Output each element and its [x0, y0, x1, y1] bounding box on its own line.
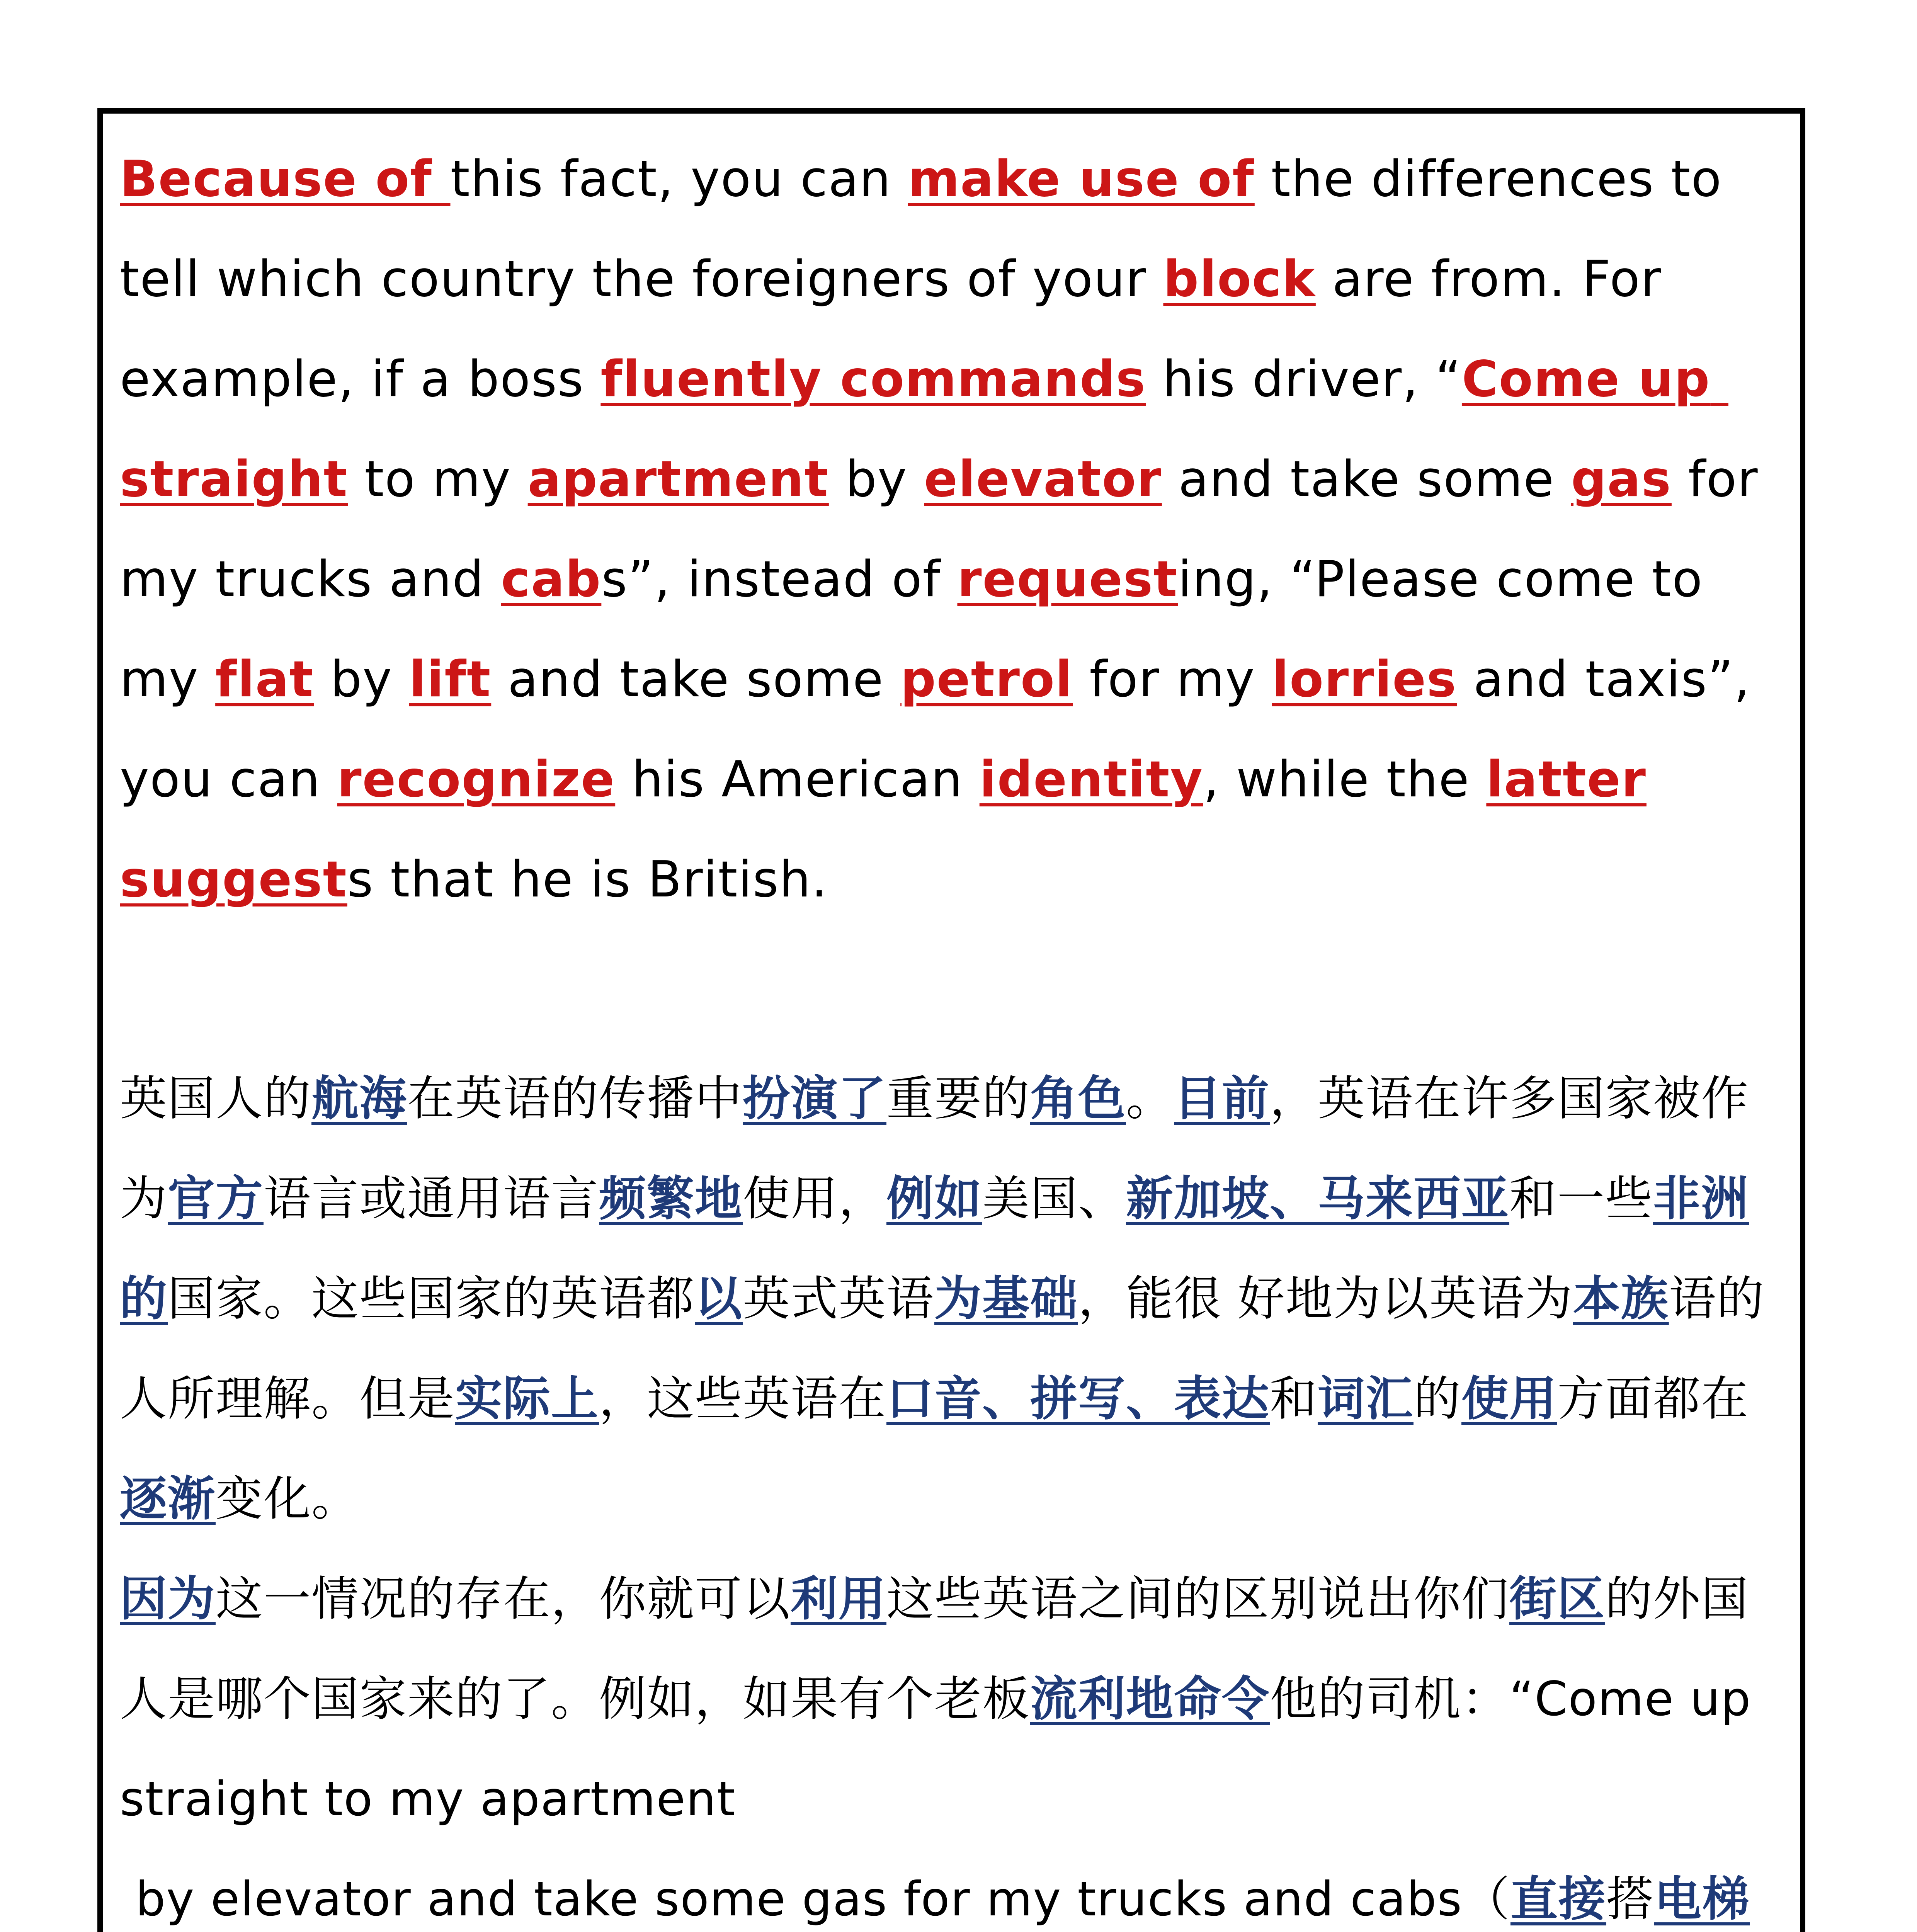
vocab-highlight: cab: [501, 551, 602, 608]
text-segment: [1647, 751, 1663, 808]
text-segment: ，英语在许多国家被作为: [120, 1071, 1749, 1226]
translation-highlight: 电梯: [1654, 1872, 1750, 1927]
text-segment: s that he is British.: [347, 851, 828, 908]
text-segment: 语的人所理解。但是: [120, 1271, 1765, 1426]
translation-highlight: 频繁地: [599, 1171, 743, 1226]
text-segment: 这些英语之间的区别说出你们: [886, 1571, 1509, 1626]
vocab-highlight: flat: [215, 651, 314, 708]
text-segment: 在英语的传播中: [407, 1071, 743, 1126]
text-segment: are from. For example, if a boss: [120, 250, 1679, 408]
translation-highlight: 词汇: [1318, 1371, 1414, 1426]
text-segment: 方面都在: [1557, 1371, 1749, 1426]
text-segment: 国家。这些国家的英语都: [168, 1271, 695, 1326]
vocab-highlight: apartment: [527, 451, 829, 508]
text-segment: and take some: [491, 651, 901, 708]
vocab-highlight: elevator: [924, 451, 1162, 508]
translation-highlight: 为基础: [934, 1271, 1078, 1326]
vocab-highlight: make use of: [908, 150, 1255, 208]
english-paragraph: [120, 129, 1783, 930]
page-frame: [97, 108, 1805, 1932]
text-segment: and taxis”, you can: [120, 651, 1767, 808]
vocab-highlight: lorries: [1272, 651, 1457, 708]
text-segment: ing, “Please come to my: [120, 551, 1720, 708]
translation-highlight: 目前: [1174, 1071, 1270, 1126]
text-segment: the differences to tell which country the foreigners of your: [120, 150, 1739, 308]
vocab-highlight: block: [1163, 250, 1316, 308]
text-segment: to my: [348, 451, 528, 508]
text-segment: 使用，: [743, 1171, 886, 1226]
translation-highlight: 逐渐: [120, 1471, 216, 1526]
text-segment: 他的司机：“Come up straight to my apartment by elevator and take some gas for my trucks and cabs（: [120, 1672, 1752, 1927]
vocab-highlight: Come up straight: [120, 350, 1728, 508]
translation-highlight: 扮演了: [743, 1071, 886, 1126]
vocab-highlight: suggest: [120, 851, 347, 908]
text-segment: ，这些英语在: [599, 1371, 886, 1426]
translation-highlight: 例如: [886, 1171, 982, 1226]
translation-highlight: 官方: [168, 1171, 264, 1226]
translation-highlight: 实际上: [455, 1371, 599, 1426]
text-segment: , while the: [1203, 751, 1487, 808]
translation-highlight: 新加坡、马来西亚: [1126, 1171, 1509, 1226]
translation-highlight: 本族: [1573, 1271, 1669, 1326]
text-segment: 搭: [1606, 1872, 1654, 1927]
text-segment: by: [828, 451, 924, 508]
translation-highlight: 利用: [791, 1571, 886, 1626]
vocab-highlight: latter: [1486, 751, 1647, 808]
text-segment: and take some: [1162, 451, 1571, 508]
text-segment: 和: [1270, 1371, 1318, 1426]
vocab-highlight: lift: [409, 651, 492, 708]
text-segment: 的外国人是哪个国家来的了。例如，如果有个老板: [120, 1571, 1749, 1726]
text-segment: s”, instead of: [601, 551, 958, 608]
text-segment: by: [314, 651, 409, 708]
translation-highlight: 以: [695, 1271, 743, 1326]
text-segment: 的: [1414, 1371, 1461, 1426]
text-segment: for my trucks and: [120, 451, 1775, 608]
text-segment: 英国人的: [120, 1071, 311, 1126]
text-segment: 重要的: [886, 1071, 1030, 1126]
text-segment: 和一些: [1509, 1171, 1653, 1226]
vocab-highlight: fluently commands: [600, 350, 1146, 408]
text-segment: 语言或通用语言: [264, 1171, 599, 1226]
text-segment: this fact, you can: [450, 150, 908, 208]
translation-highlight: 航海: [311, 1071, 407, 1126]
vocab-highlight: recognize: [337, 751, 616, 808]
text-segment: for my: [1073, 651, 1272, 708]
translation-highlight: 使用: [1461, 1371, 1557, 1426]
translation-highlight: 因为: [120, 1571, 216, 1626]
vocab-highlight: identity: [979, 751, 1203, 808]
translation-highlight: 直接: [1510, 1872, 1606, 1927]
translation-highlight: 非洲的: [120, 1171, 1749, 1326]
text-segment: his driver, “: [1146, 350, 1462, 408]
text-segment: his American: [615, 751, 980, 808]
translation-highlight: 流利地命令: [1030, 1672, 1270, 1726]
vocab-highlight: petrol: [900, 651, 1073, 708]
translation-highlight: 口音、拼写、表达: [886, 1371, 1270, 1426]
text-segment: 变化。: [216, 1471, 359, 1526]
vocab-highlight: request: [957, 551, 1178, 608]
vocab-highlight: Because of: [120, 150, 451, 208]
text-segment: 英式英语: [743, 1271, 934, 1326]
text-segment: 这一情况的存在，你就可以: [216, 1571, 791, 1626]
text-segment: 美国、: [982, 1171, 1126, 1226]
text-segment: 。: [1126, 1071, 1174, 1126]
translation-highlight: 角色: [1030, 1071, 1126, 1126]
chinese-translation-paragraph: [120, 1049, 1783, 1932]
translation-highlight: 街区: [1509, 1571, 1605, 1626]
text-segment: ，能很 好地为以英语为: [1078, 1271, 1573, 1326]
vocab-highlight: gas: [1571, 451, 1672, 508]
